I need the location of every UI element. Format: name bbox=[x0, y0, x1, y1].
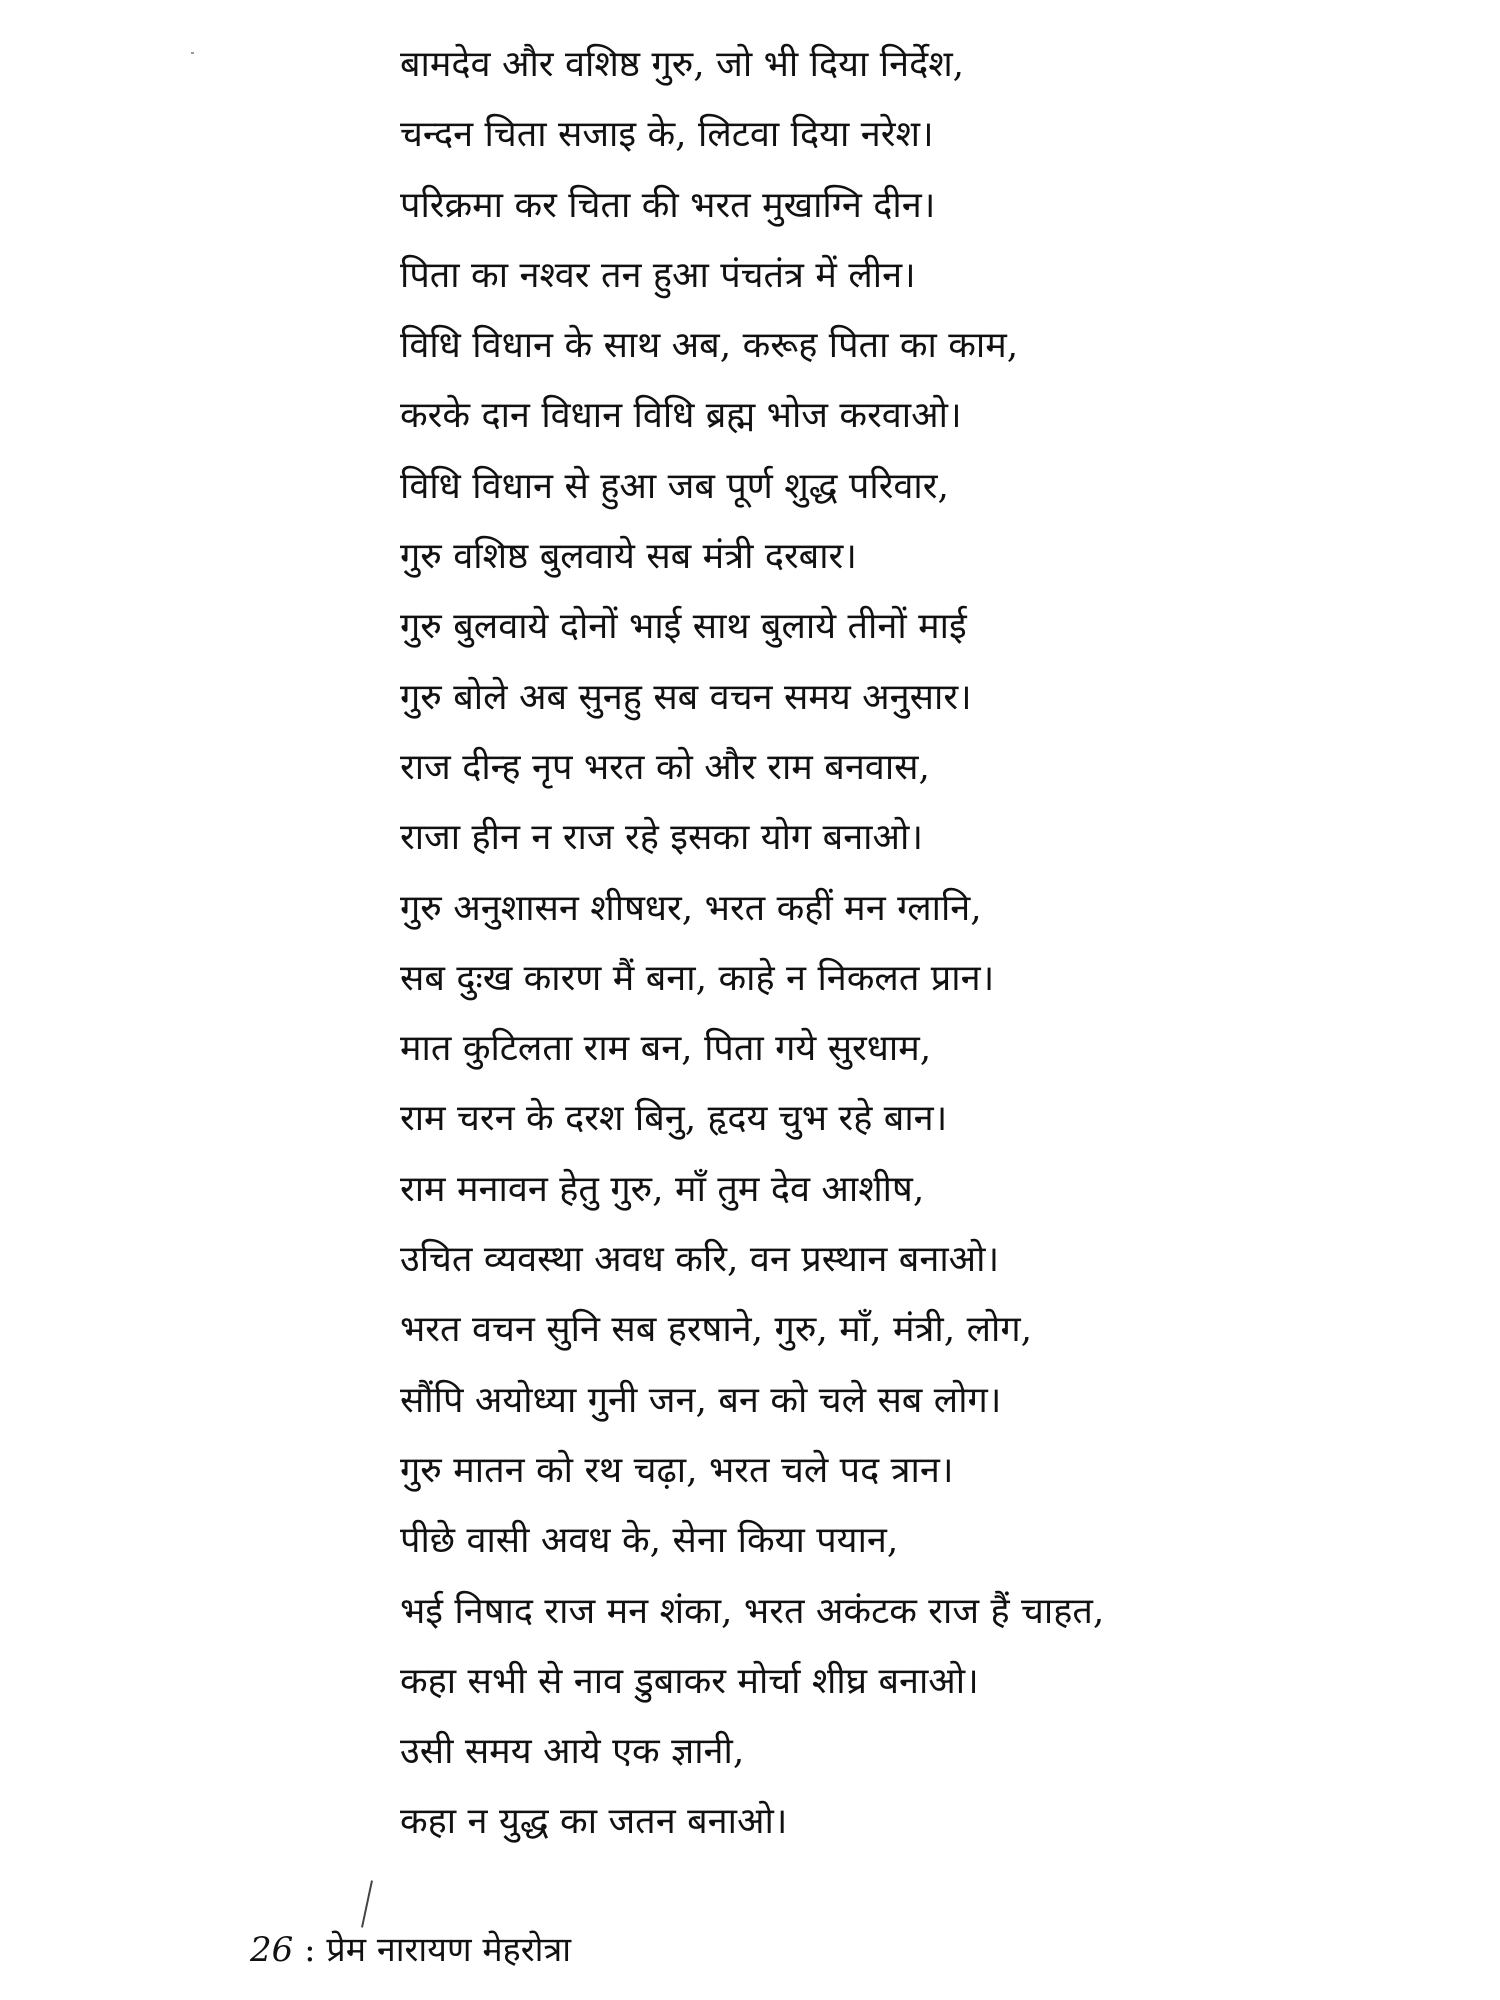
poem-line: भई निषाद राज मन शंका, भरत अकंटक राज हैं चाहत, bbox=[400, 1590, 1105, 1632]
poem-line: विधि विधान से हुआ जब पूर्ण शुद्ध परिवार, bbox=[400, 465, 949, 507]
page-footer bbox=[250, 1926, 571, 1974]
poem-line: चन्दन चिता सजाइ के, लिटवा दिया नरेश। bbox=[400, 114, 934, 156]
poem-line: परिक्रमा कर चिता की भरत मुखाग्नि दीन। bbox=[400, 184, 936, 226]
footer-separator: : bbox=[304, 1930, 316, 1970]
scan-speck bbox=[191, 52, 194, 54]
poem-line: सौंपि अयोध्या गुनी जन, बन को चले सब लोग। bbox=[400, 1379, 1002, 1421]
poem-verse bbox=[400, 30, 1460, 1858]
poem-line: उसी समय आये एक ज्ञानी, bbox=[400, 1731, 745, 1773]
poem-line: गुरु मातन को रथ चढ़ा, भरत चले पद त्रान। bbox=[400, 1449, 954, 1491]
pen-stroke-mark bbox=[361, 1880, 373, 1927]
poem-line: गुरु वशिष्ठ बुलवाये सब मंत्री दरबार। bbox=[400, 536, 857, 578]
poem-line: सब दुःख कारण मैं बना, काहे न निकलत प्रान। bbox=[400, 957, 995, 999]
poem-line: उचित व्यवस्था अवध करि, वन प्रस्थान बनाओ। bbox=[400, 1239, 1000, 1281]
poem-line: पीछे वासी अवध के, सेना किया पयान, bbox=[400, 1520, 899, 1562]
poem-line: करके दान विधान विधि ब्रह्म भोज करवाओ। bbox=[400, 395, 962, 437]
poem-line: राज दीन्ह नृप भरत को और राम बनवास, bbox=[400, 746, 930, 788]
poem-line: गुरु बुलवाये दोनों भाई साथ बुलाये तीनों माई bbox=[400, 606, 967, 648]
poem-line: विधि विधान के साथ अब, करूह पिता का काम, bbox=[400, 325, 1019, 367]
author-name: प्रेम नारायण मेहरोत्रा bbox=[326, 1930, 572, 1970]
poem-line: राम मनावन हेतु गुरु, माँ तुम देव आशीष, bbox=[400, 1168, 925, 1210]
poem-line: राम चरन के दरश बिनु, हृदय चुभ रहे बान। bbox=[400, 1098, 948, 1140]
poem-line: कहा न युद्ध का जतन बनाओ। bbox=[400, 1801, 788, 1843]
poem-line: गुरु बोले अब सुनहु सब वचन समय अनुसार। bbox=[400, 676, 972, 718]
poem-line: कहा सभी से नाव डुबाकर मोर्चा शीघ्र बनाओ। bbox=[400, 1660, 979, 1702]
poem-line: भरत वचन सुनि सब हरषाने, गुरु, माँ, मंत्री, लोग, bbox=[400, 1309, 1033, 1351]
poem-line: पिता का नश्वर तन हुआ पंचतंत्र में लीन। bbox=[400, 254, 916, 296]
poem-line: बामदेव और वशिष्ठ गुरु, जो भी दिया निर्देश, bbox=[400, 44, 965, 85]
poem-line: राजा हीन न राज रहे इसका योग बनाओ। bbox=[400, 817, 923, 859]
poem-line: मात कुटिलता राम बन, पिता गये सुरधाम, bbox=[400, 1028, 932, 1070]
page-number: 26 bbox=[250, 1930, 294, 1970]
poem-line: गुरु अनुशासन शीषधर, भरत कहीं मन ग्लानि, bbox=[400, 887, 982, 929]
